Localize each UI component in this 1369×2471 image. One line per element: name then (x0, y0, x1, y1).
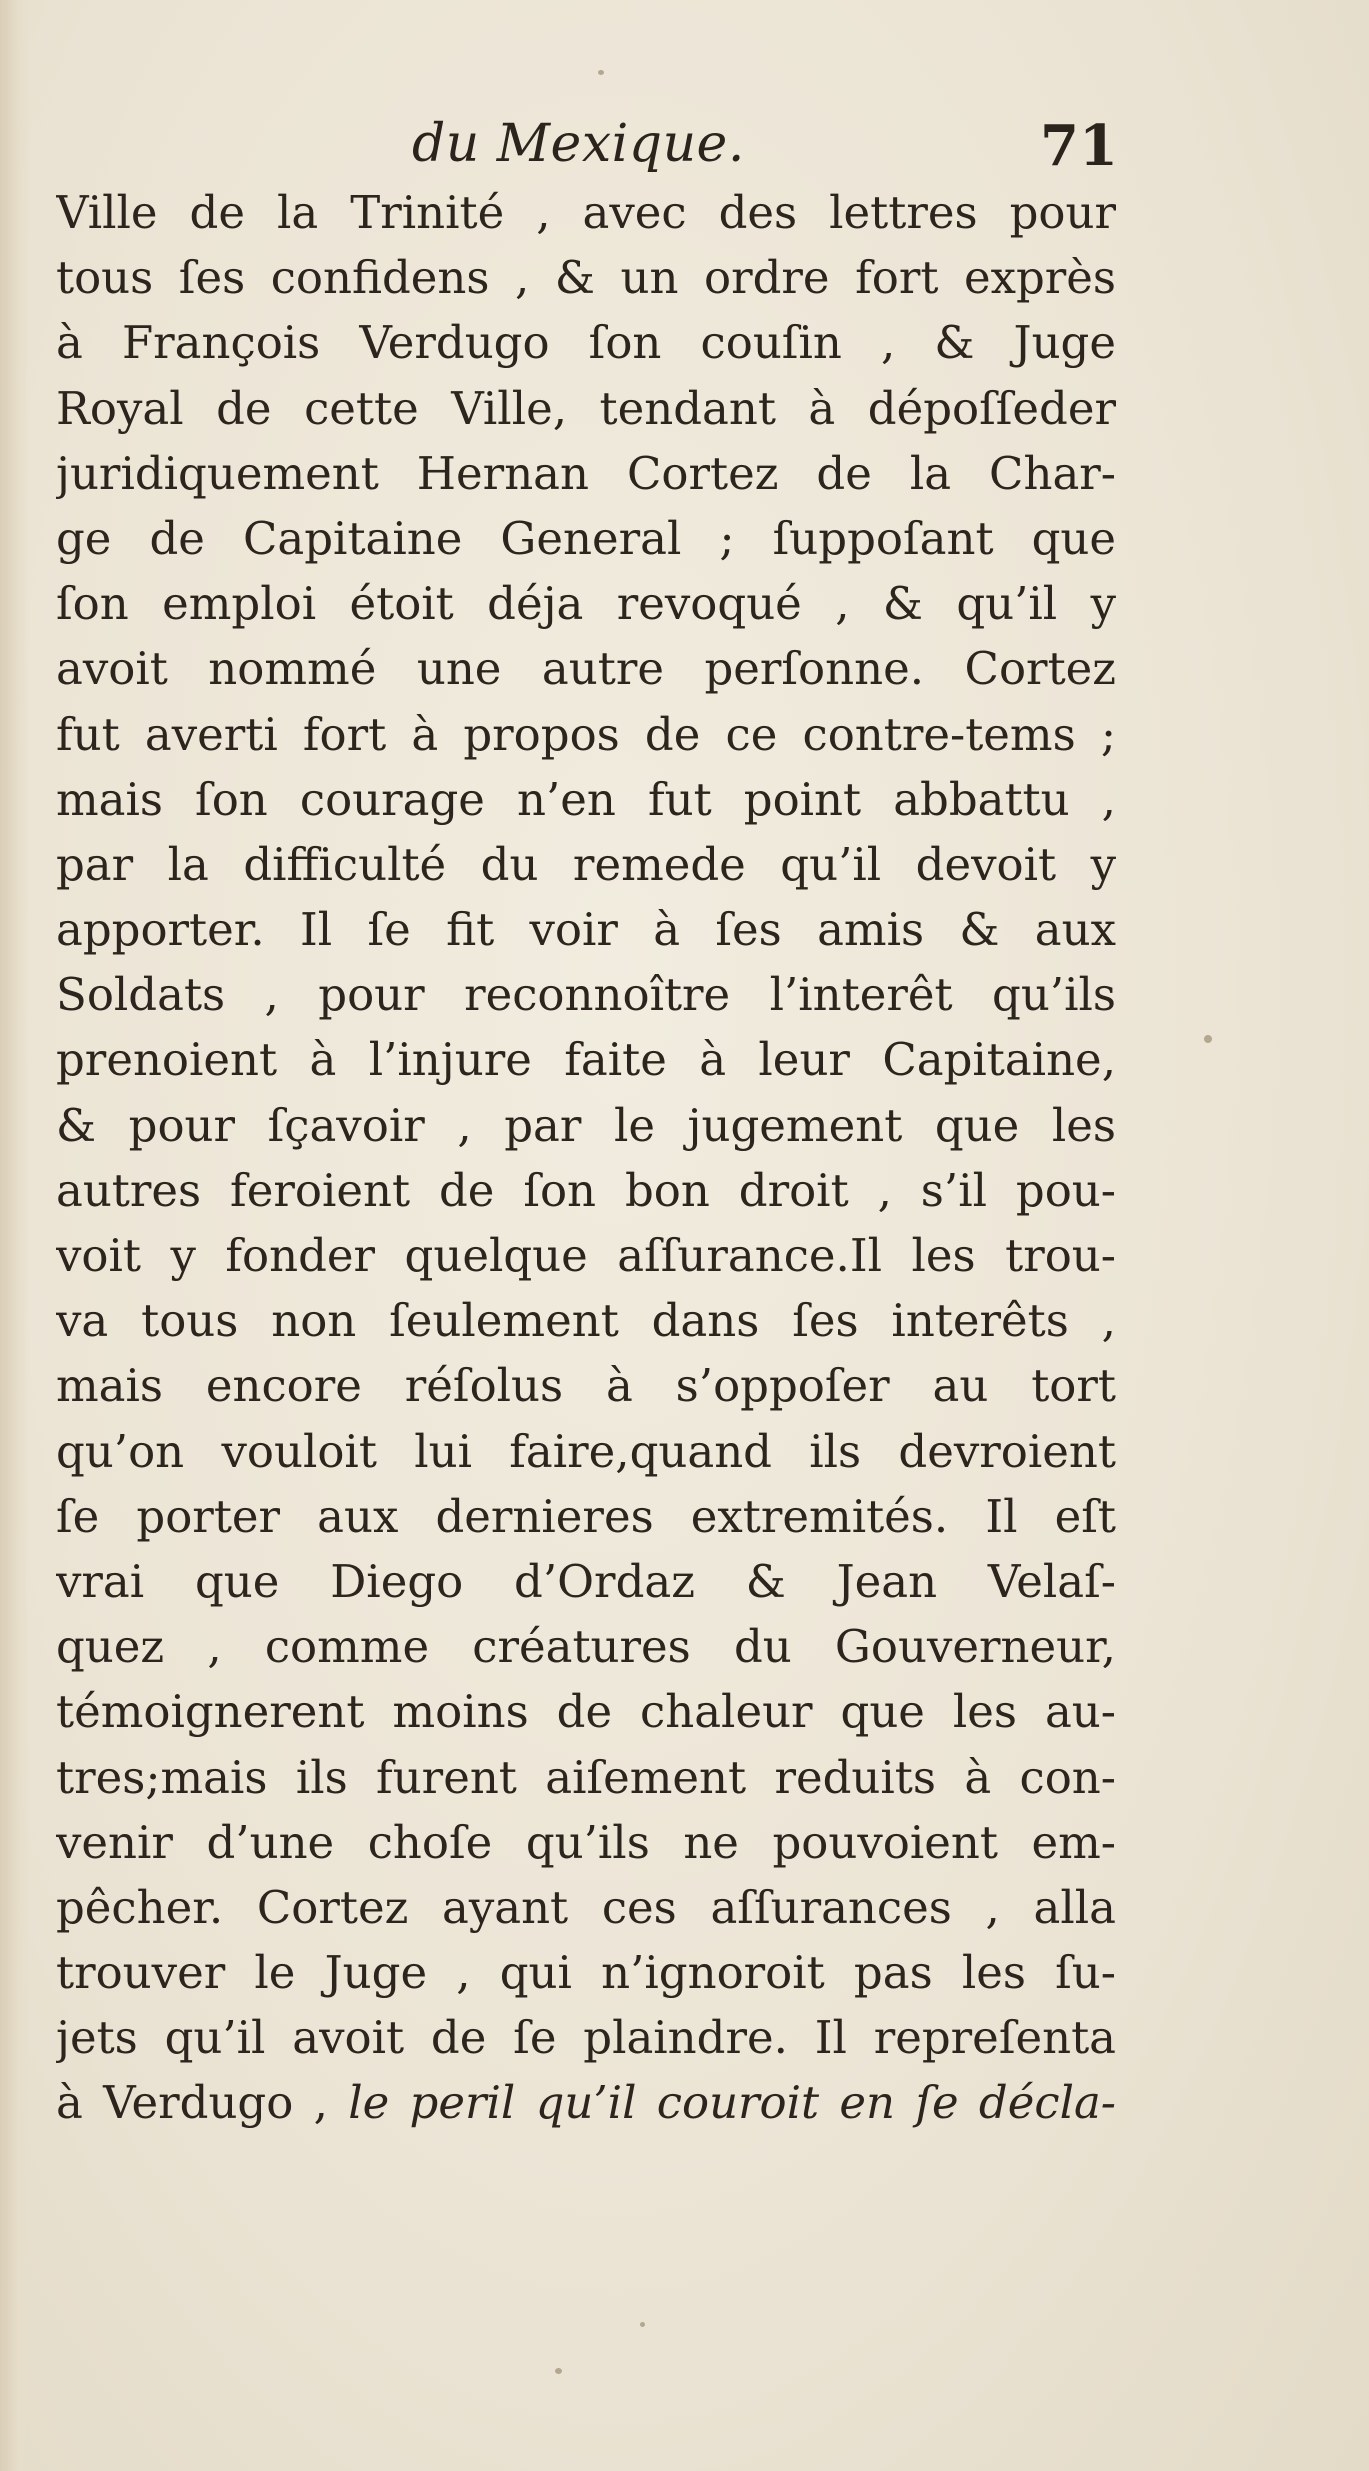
text-line: ſe porter aux dernieres extremités. Il eſt (56, 1489, 1116, 1543)
text-line: Soldats , pour reconnoître l’interêt qu’ils (56, 968, 1116, 1022)
text-line: apporter. Il ſe fit voir à ſes amis & aux (56, 903, 1116, 957)
text-line: Royal de cette Ville, tendant à dépoſſeder (56, 381, 1116, 435)
text-line: mais ſon courage n’en fut point abbattu , (56, 772, 1116, 826)
page-header (0, 108, 1369, 188)
text-line: pêcher. Cortez ayant ces aſſurances , alla (56, 1880, 1116, 1934)
binding-gutter (0, 0, 30, 2471)
page-number: 71 (1040, 113, 1118, 179)
text-line: ge de Capitaine General ; ſuppoſant que (56, 511, 1116, 565)
text-line: prenoient à l’injure faite à leur Capitaine, (56, 1033, 1116, 1087)
text-line: tous ſes confidens , & un ordre fort exprès (56, 251, 1116, 305)
text-line: qu’on vouloit lui faire,quand ils devroient (56, 1424, 1116, 1478)
paper-speck (1204, 1035, 1212, 1043)
text-line: par la difficulté du remede qu’il devoit y (56, 837, 1116, 891)
text-line: juridiquement Hernan Cortez de la Char- (56, 446, 1116, 500)
body-text (56, 180, 1116, 2136)
last-line-italic: le peril qu’il couroit en ſe décla- (348, 2076, 1116, 2130)
text-line: Ville de la Trinité , avec des lettres pour (56, 186, 1116, 239)
text-line: & pour ſçavoir , par le jugement que les (56, 1098, 1116, 1152)
last-line-roman: à Verdugo , (56, 2076, 349, 2130)
text-line: ſon emploi étoit déja revoqué , & qu’il y (56, 577, 1116, 631)
text-line: venir d’une choſe qu’ils ne pouvoient em- (56, 1815, 1116, 1869)
text-line: va tous non ſeulement dans ſes interêts , (56, 1294, 1116, 1348)
text-line: à François Verdugo ſon couſin , & Juge (56, 316, 1116, 370)
text-line-last (56, 2070, 1116, 2135)
text-line: fut averti fort à propos de ce contre-tems ; (56, 707, 1116, 761)
text-line: mais encore réſolus à s’oppoſer au tort (56, 1359, 1116, 1413)
text-line: voit y fonder quelque aſſurance.Il les trou- (56, 1229, 1116, 1282)
text-line: tres;mais ils furent aiſement reduits à con- (56, 1750, 1116, 1804)
paper-speck (598, 70, 604, 75)
paper-speck (640, 2322, 645, 2327)
paper-speck (555, 2368, 562, 2374)
text-line: quez , comme créatures du Gouverneur, (56, 1620, 1116, 1674)
text-line: témoignerent moins de chaleur que les au- (56, 1685, 1116, 1739)
text-line: autres feroient de ſon bon droit , s’il pou- (56, 1163, 1116, 1217)
text-line: vrai que Diego d’Ordaz & Jean Velaſ- (56, 1554, 1116, 1608)
text-line: avoit nommé une autre perſonne. Cortez (56, 642, 1116, 696)
text-line: jets qu’il avoit de ſe plaindre. Il repreſenta (56, 2011, 1116, 2065)
text-line: trouver le Juge , qui n’ignoroit pas les ſu- (56, 1946, 1116, 2000)
running-title: du Mexique. (412, 114, 745, 174)
